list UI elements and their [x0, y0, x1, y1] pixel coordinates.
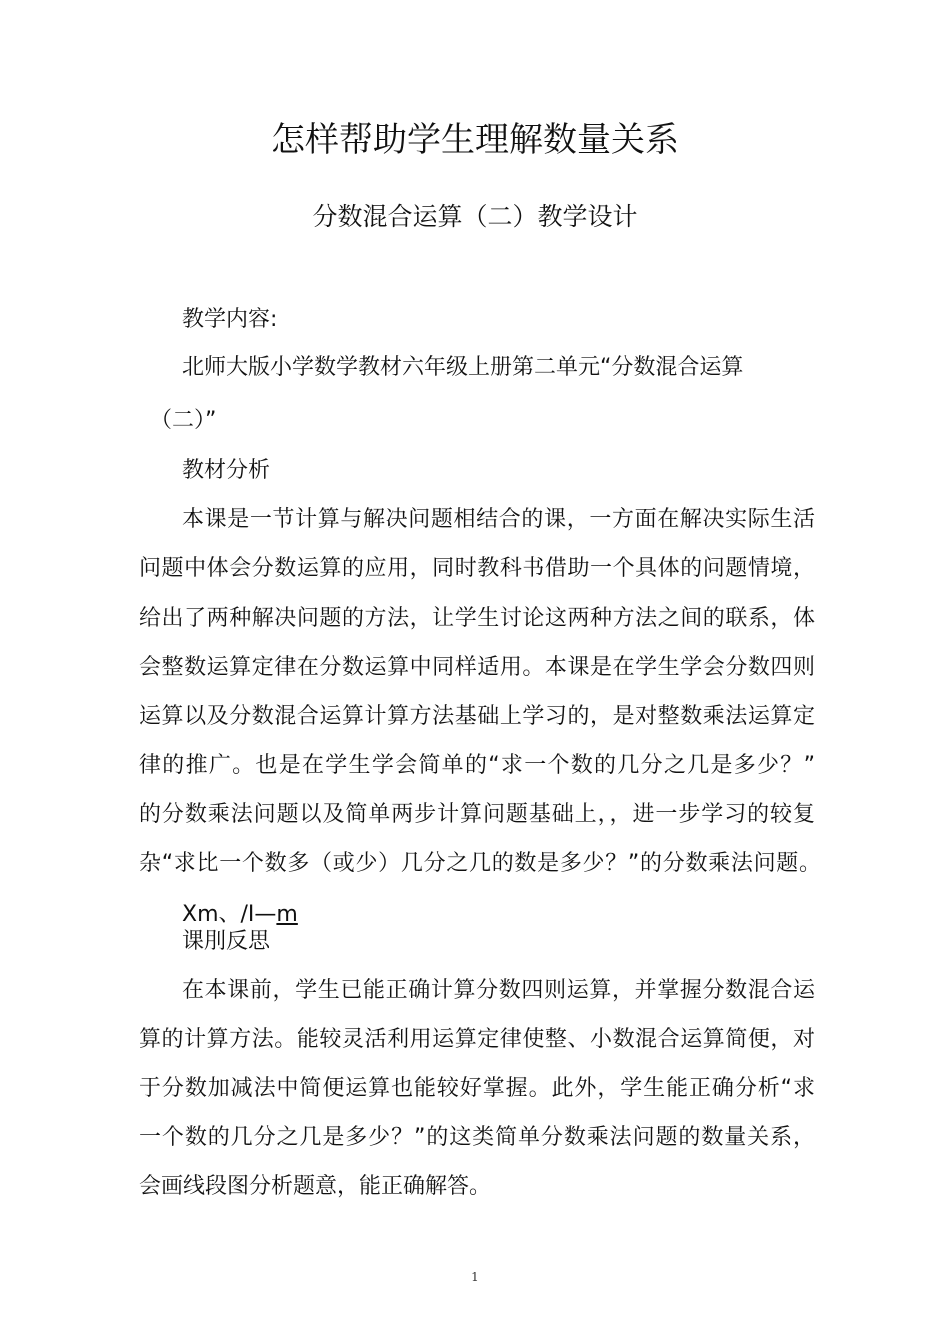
analysis-line: 问题中体会分数运算的应用，同时教科书借助一个具体的问题情境， [139, 556, 815, 581]
analysis-line: 律的推广。也是在学生学会简单的“求一个数的几分之几是多少？” [139, 753, 815, 778]
analysis-heading: 教材分析 [182, 458, 271, 483]
reflection-heading: 课刖反思 [182, 929, 271, 954]
reflection-line: 一个数的几分之几是多少？”的这类简单分数乘法问题的数量关系， [139, 1125, 815, 1150]
page-number: 1 [471, 1270, 479, 1284]
analysis-line: 杂“求比一个数多（或少）几分之几的数是多少？”的分数乘法问题。 [139, 851, 821, 876]
analysis-line: 本课是一节计算与解决问题相结合的课，一方面在解决实际生活 [182, 507, 815, 532]
reflection-line: 算的计算方法。能较灵活利用运算定律使整、小数混合运算简便，对 [139, 1027, 815, 1052]
analysis-line: 的分数乘法问题以及简单两步计算问题基础上，，进一步学习的较复 [139, 802, 815, 827]
reflection-line: 会画线段图分析题意，能正确解答。 [139, 1174, 492, 1199]
reflection-line: 在本课前，学生已能正确计算分数四则运算，并掌握分数混合运 [182, 978, 815, 1003]
document-title: 怎样帮助学生理解数量关系 [271, 120, 679, 160]
garbled-heading-text: Xm、/I— [182, 902, 277, 927]
analysis-line: 运算以及分数混合运算计算方法基础上学习的，是对整数乘法运算定 [139, 704, 815, 729]
document-subtitle: 分数混合运算（二）教学设计 [312, 202, 638, 231]
content-line: 北师大版小学数学教材六年级上册第二单元“分数混合运算 [182, 355, 744, 380]
analysis-line: 给出了两种解决问题的方法，让学生讨论这两种方法之间的联系，体 [139, 606, 815, 631]
content-line: （二）” [150, 408, 217, 433]
analysis-line: 会整数运算定律在分数运算中同样适用。本课是在学生学会分数四则 [139, 655, 815, 680]
garbled-heading-underlined: m [276, 902, 298, 927]
garbled-heading [182, 900, 298, 930]
content-heading: 教学内容: [182, 307, 278, 332]
reflection-line: 于分数加减法中简便运算也能较好掌握。此外，学生能正确分析“求 [139, 1076, 815, 1101]
